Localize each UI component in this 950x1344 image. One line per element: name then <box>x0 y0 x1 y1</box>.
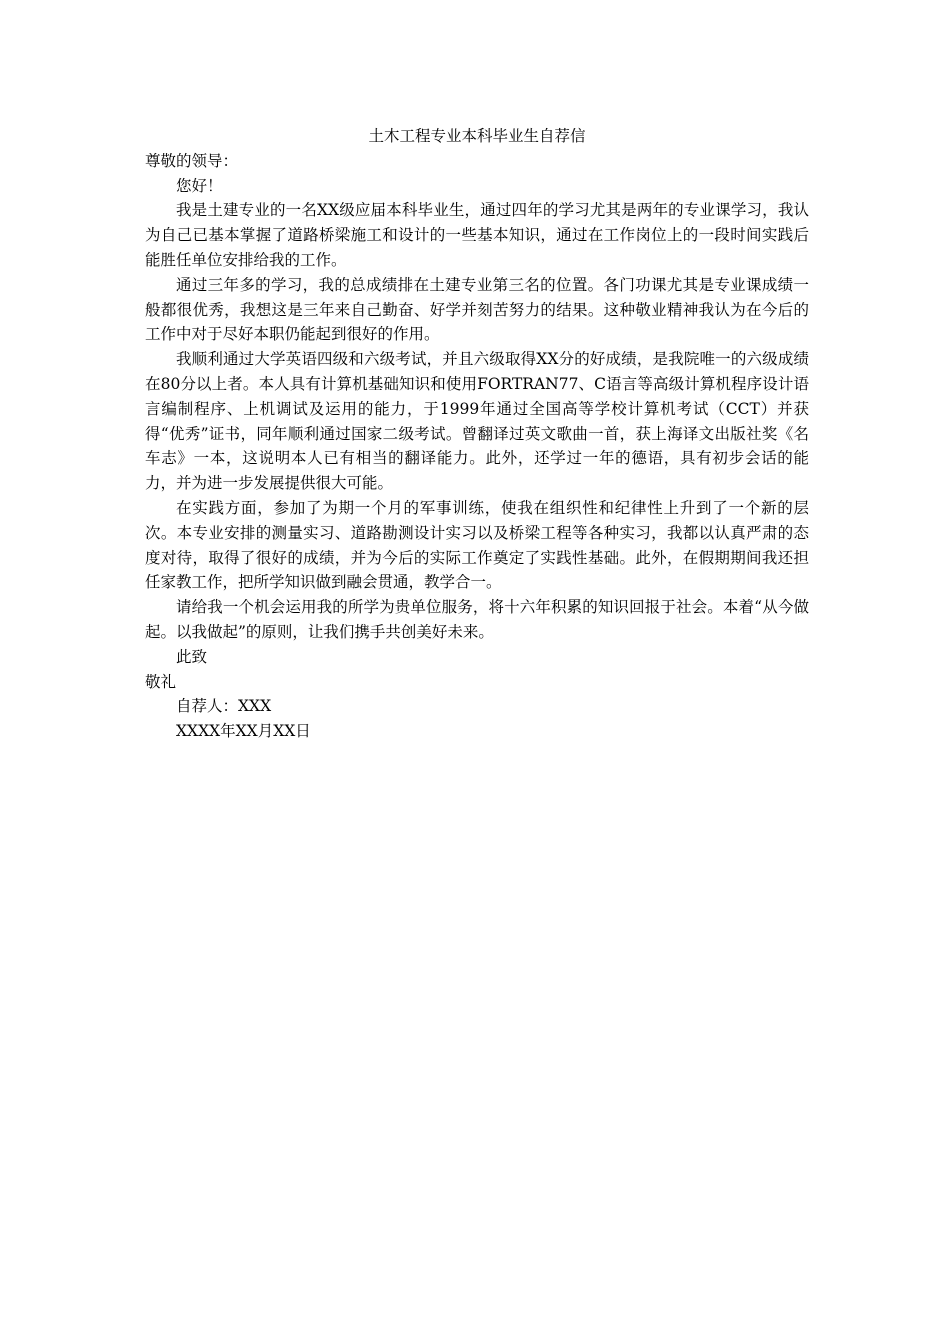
paragraph-intro: 我是土建专业的一名XX级应届本科毕业生，通过四年的学习尤其是两年的专业课学习，我认为自己已基本掌握了道路桥梁施工和设计的一些基本知识，通过在工作岗位上的一段时间实践后能胜任单位安排给我的工作。 <box>145 201 809 269</box>
paragraph-skills: 我顺利通过大学英语四级和六级考试，并且六级取得XX分的好成绩，是我院唯一的六级成绩在80分以上者。本人具有计算机基础知识和使用FORTRAN77、C语言等高级计算机程序设计语言编制程序、上机调试及运用的能力，于1999年通过全国高等学校计算机考试（CCT）并获得“优秀”证书，同年顺利通过国家二级考试。曾翻译过英文歌曲一首，获上海译文出版社奖《名车志》一本，这说明本人已有相当的翻译能力。此外，还学过一年的德语，具有初步会话的能力，并为进一步发展提供很大可能。 <box>145 350 809 493</box>
greeting: 您好！ <box>176 176 223 195</box>
salutation: 尊敬的领导： <box>145 151 239 170</box>
closing-cizhi: 此致 <box>176 647 208 666</box>
date: XXXX年XX月XX日 <box>176 722 311 741</box>
paragraph-practice: 在实践方面，参加了为期一个月的军事训练，使我在组织性和纪律性上升到了一个新的层次。本专业安排的测量实习、道路勘测设计实习以及桥梁工程等各种实习，我都以认真严肃的态度对待，取得了很好的成绩，并为今后的实际工作奠定了实践性基础。此外，在假期期间我还担任家教工作，把所学知识做到融会贯通，教学合一。 <box>145 498 809 592</box>
paragraph-request: 请给我一个机会运用我的所学为贵单位服务，将十六年积累的知识回报于社会。本着“从今做起。以我做起”的原则，让我们携手共创美好未来。 <box>145 598 809 641</box>
letter-title: 土木工程专业本科毕业生自荐信 <box>368 127 586 145</box>
paragraph-grades: 通过三年多的学习，我的总成绩排在土建专业第三名的位置。各门功课尤其是专业课成绩一般都很优秀，我想这是三年来自己勤奋、好学并刻苦努力的结果。这种敬业精神我认为在今后的工作中对于尽好本职仍能起到很好的作用。 <box>145 275 809 344</box>
closing-jingli: 敬礼 <box>145 672 177 691</box>
letter-page <box>145 124 809 744</box>
signature: 自荐人：XXX <box>176 697 272 716</box>
